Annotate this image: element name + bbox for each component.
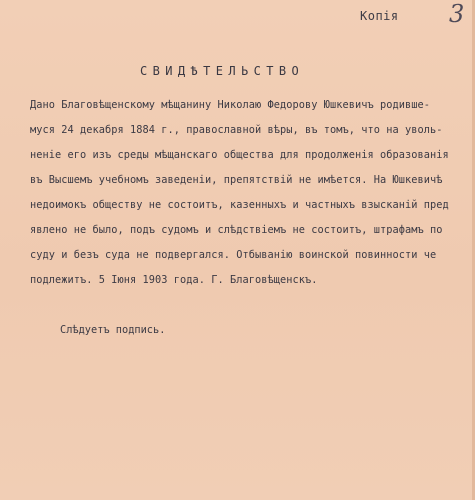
body-line-3: неніе его изъ среды мѣщанскаго общества для продолженія образованія [30,149,449,161]
copy-label: Копія [360,9,399,23]
body-line-4: въ Высшемъ учебномъ заведеніи, препятствій не имѣется. На Юшкевичѣ [30,174,443,186]
document-title: СВИДѢТЕЛЬСТВО [140,64,305,78]
body-line-1: Дано Благовѣщенскому мѣщанину Николаю Федорову Юшкевичъ родившe- [30,99,430,111]
page-number: 3 [449,0,465,28]
body-line-5: недоимокъ обществу не состоитъ, казенныхъ и частныхъ взысканій пред [30,199,449,211]
signature-note: Слѣдуетъ подпись. [60,324,166,336]
body-line-7: суду и безъ суда не подвергался. Отбыванію воинской повинности че [30,249,437,261]
body-line-6: явлено не было, подъ судомъ и слѣдствіемъ не состоитъ, штрафамъ по [30,224,443,236]
body-line-2: муся 24 декабря 1884 г., православной вѣры, въ томъ, что на уволь- [30,124,443,136]
body-line-8: подлежитъ. 5 Іюня 1903 года. Г. Благовѣщенскъ. [30,274,318,286]
